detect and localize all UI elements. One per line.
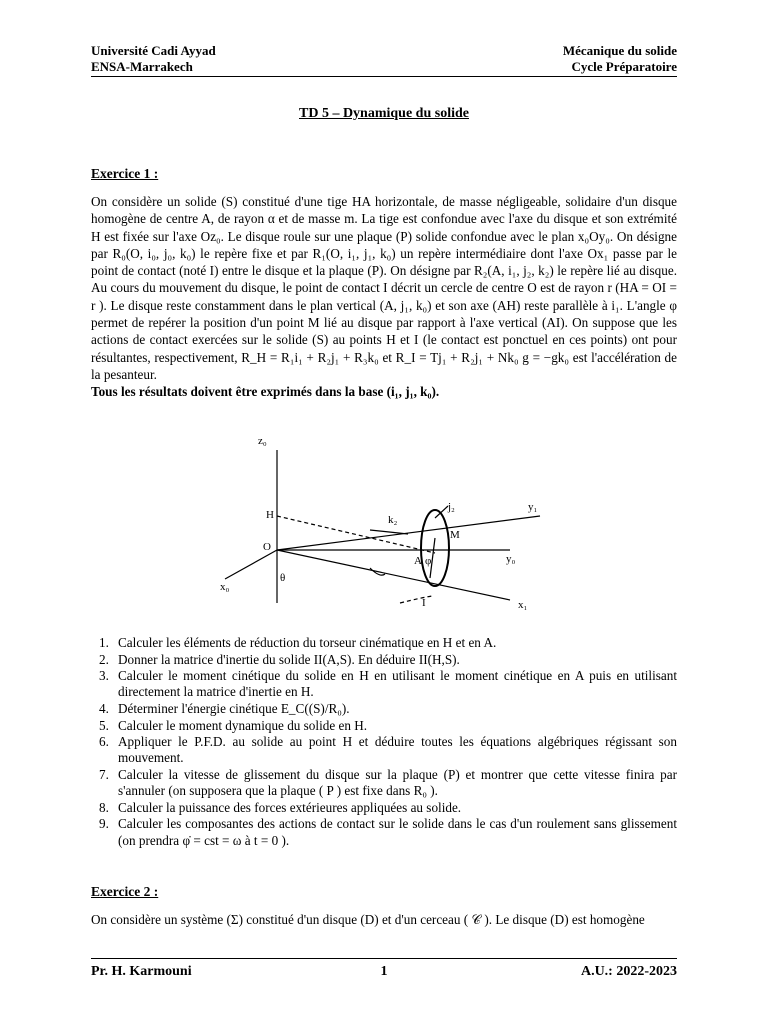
exercise1-figure — [210, 428, 560, 628]
label-y0: y₀ — [506, 553, 516, 565]
exercise1-paragraph: On considère un solide (S) constitué d'une tige HA horizontale, de masse négligeable, solidaire d'un disque homogène de centre A, de rayon α et de masse m. La tige est confondue avec l'axe du disque et son extrémité H est fixée sur l'axe Oz₀. Le disque roule sur une plaque (P) solide confondue avec le plan x₀Oy₀. On désigne par R₀(O, i₀, j₀, k₀) le repère fixe et par R₁(O, i₁, j₁, k₀) un repère intermédiaire dont l'axe Ox₁ passe par le point de contact (noté I) entre le disque et la plaque (P). On désigne par R₂(A, i₁, j₂, k₂) le repère lié au disque. Au cours du mouvement du disque, le point de contact I décrit un cercle de centre O est de rayon r (HA = OI = r ). Le disque reste constamment dans le plan vertical (A, j₁, k₀) et son axe (AH) reste parallèle à i₁. L'angle φ permet de repérer la position d'un point M lié au disque par rapport à l'axe vertical (AI). On suppose que les actions de contact exercées sur le solide (S) au points H et I (le contact est ponctuel en ces points) ont pour résultantes, respectivement, R_H = R₁i₁ + R₂j₁ + R₃k₀ et R_I = Tj₁ + R₂j₁ + Nk₀ g = −gk₀ est l'accélération de la pesanteur. — [91, 194, 677, 382]
academic-year: A.U.: 2022-2023 — [580, 964, 677, 979]
exercise1-heading: Exercice 1 : — [91, 166, 159, 181]
label-k2: k₂ — [388, 514, 398, 526]
university-name: Université Cadi Ayyad — [91, 43, 216, 58]
school-name: ENSA-Marrakech — [91, 59, 193, 74]
vector-k2 — [370, 530, 408, 534]
label-x1: x₁ — [518, 599, 528, 611]
label-y1: y₁ — [528, 501, 538, 513]
question-item: 9. Calculer les composantes des actions de contact sur le solide dans le cas d'un roulement sans glissement (on prendra φ̇ = cst = ω à t = 0 ). — [99, 816, 677, 848]
label-j2: j₂ — [448, 501, 455, 513]
axis-x0 — [225, 550, 277, 579]
question-item: 6. Appliquer le P.F.D. au solide au point H et déduire toutes les équations algébriques régissant son mouvement. — [99, 734, 677, 766]
question-item: 7. Calculer la vitesse de glissement du disque sur la plaque (P) et montrer que cette vitesse finira par s'annuler (on supposera que la plaque ( P ) est fixe dans R₀ ). — [99, 766, 677, 799]
page-footer — [91, 958, 677, 982]
label-phi: φ — [425, 555, 432, 567]
exercise2-paragraph: On considère un système (Σ) constitué d'un disque (D) et d'un cerceau ( 𝒞 ). Le disque (D) est homogène — [91, 912, 645, 927]
axis-x1 — [277, 550, 510, 600]
axis-y1 — [277, 516, 540, 550]
course-name: Mécanique du solide — [562, 43, 677, 58]
question-item: 4. Déterminer l'énergie cinétique E_C((S)/R₀). — [99, 700, 350, 716]
label-I: I — [422, 597, 426, 609]
vector-j2 — [435, 506, 448, 518]
label-M: M — [450, 529, 460, 541]
contact-circle — [400, 596, 432, 603]
exercise1-statement — [91, 193, 677, 401]
level-name: Cycle Préparatoire — [571, 59, 677, 74]
question-item: 1. Calculer les éléments de réduction du torseur cinématique en H et en A. — [99, 635, 497, 650]
page-number: 1 — [380, 964, 388, 979]
question-item: 2. Donner la matrice d'inertie du solide II(A,S). En déduire II(H,S). — [99, 651, 460, 667]
question-item: 5. Calculer le moment dynamique du solide en H. — [99, 717, 368, 733]
label-H: H — [266, 509, 274, 521]
author: Pr. H. Karmouni — [91, 964, 192, 979]
label-O: O — [263, 541, 271, 553]
label-x0: x₀ — [220, 581, 230, 593]
exercise2-heading: Exercice 2 : — [91, 884, 159, 899]
question-item: 3. Calculer le moment cinétique du solide en H en utilisant le moment cinétique en A puis en utilisant directement la matrice d'inertie en H. — [99, 668, 677, 700]
exercise2-statement — [91, 911, 677, 928]
disk — [421, 510, 449, 586]
page-title: TD 5 – Dynamique du solide — [299, 106, 469, 121]
header-rule — [91, 76, 677, 77]
label-theta: θ — [280, 572, 286, 584]
label-A: A — [414, 555, 422, 567]
exercise1-basis-note: Tous les résultats doivent être exprimés dans la base (i₁, j₁, k₀). — [91, 384, 440, 400]
footer-rule — [91, 958, 677, 959]
question-item: 8. Calculer la puissance des forces extérieures appliquées au solide. — [99, 799, 462, 815]
label-z0: z₀ — [258, 435, 267, 447]
exercise1-questions — [91, 635, 677, 849]
